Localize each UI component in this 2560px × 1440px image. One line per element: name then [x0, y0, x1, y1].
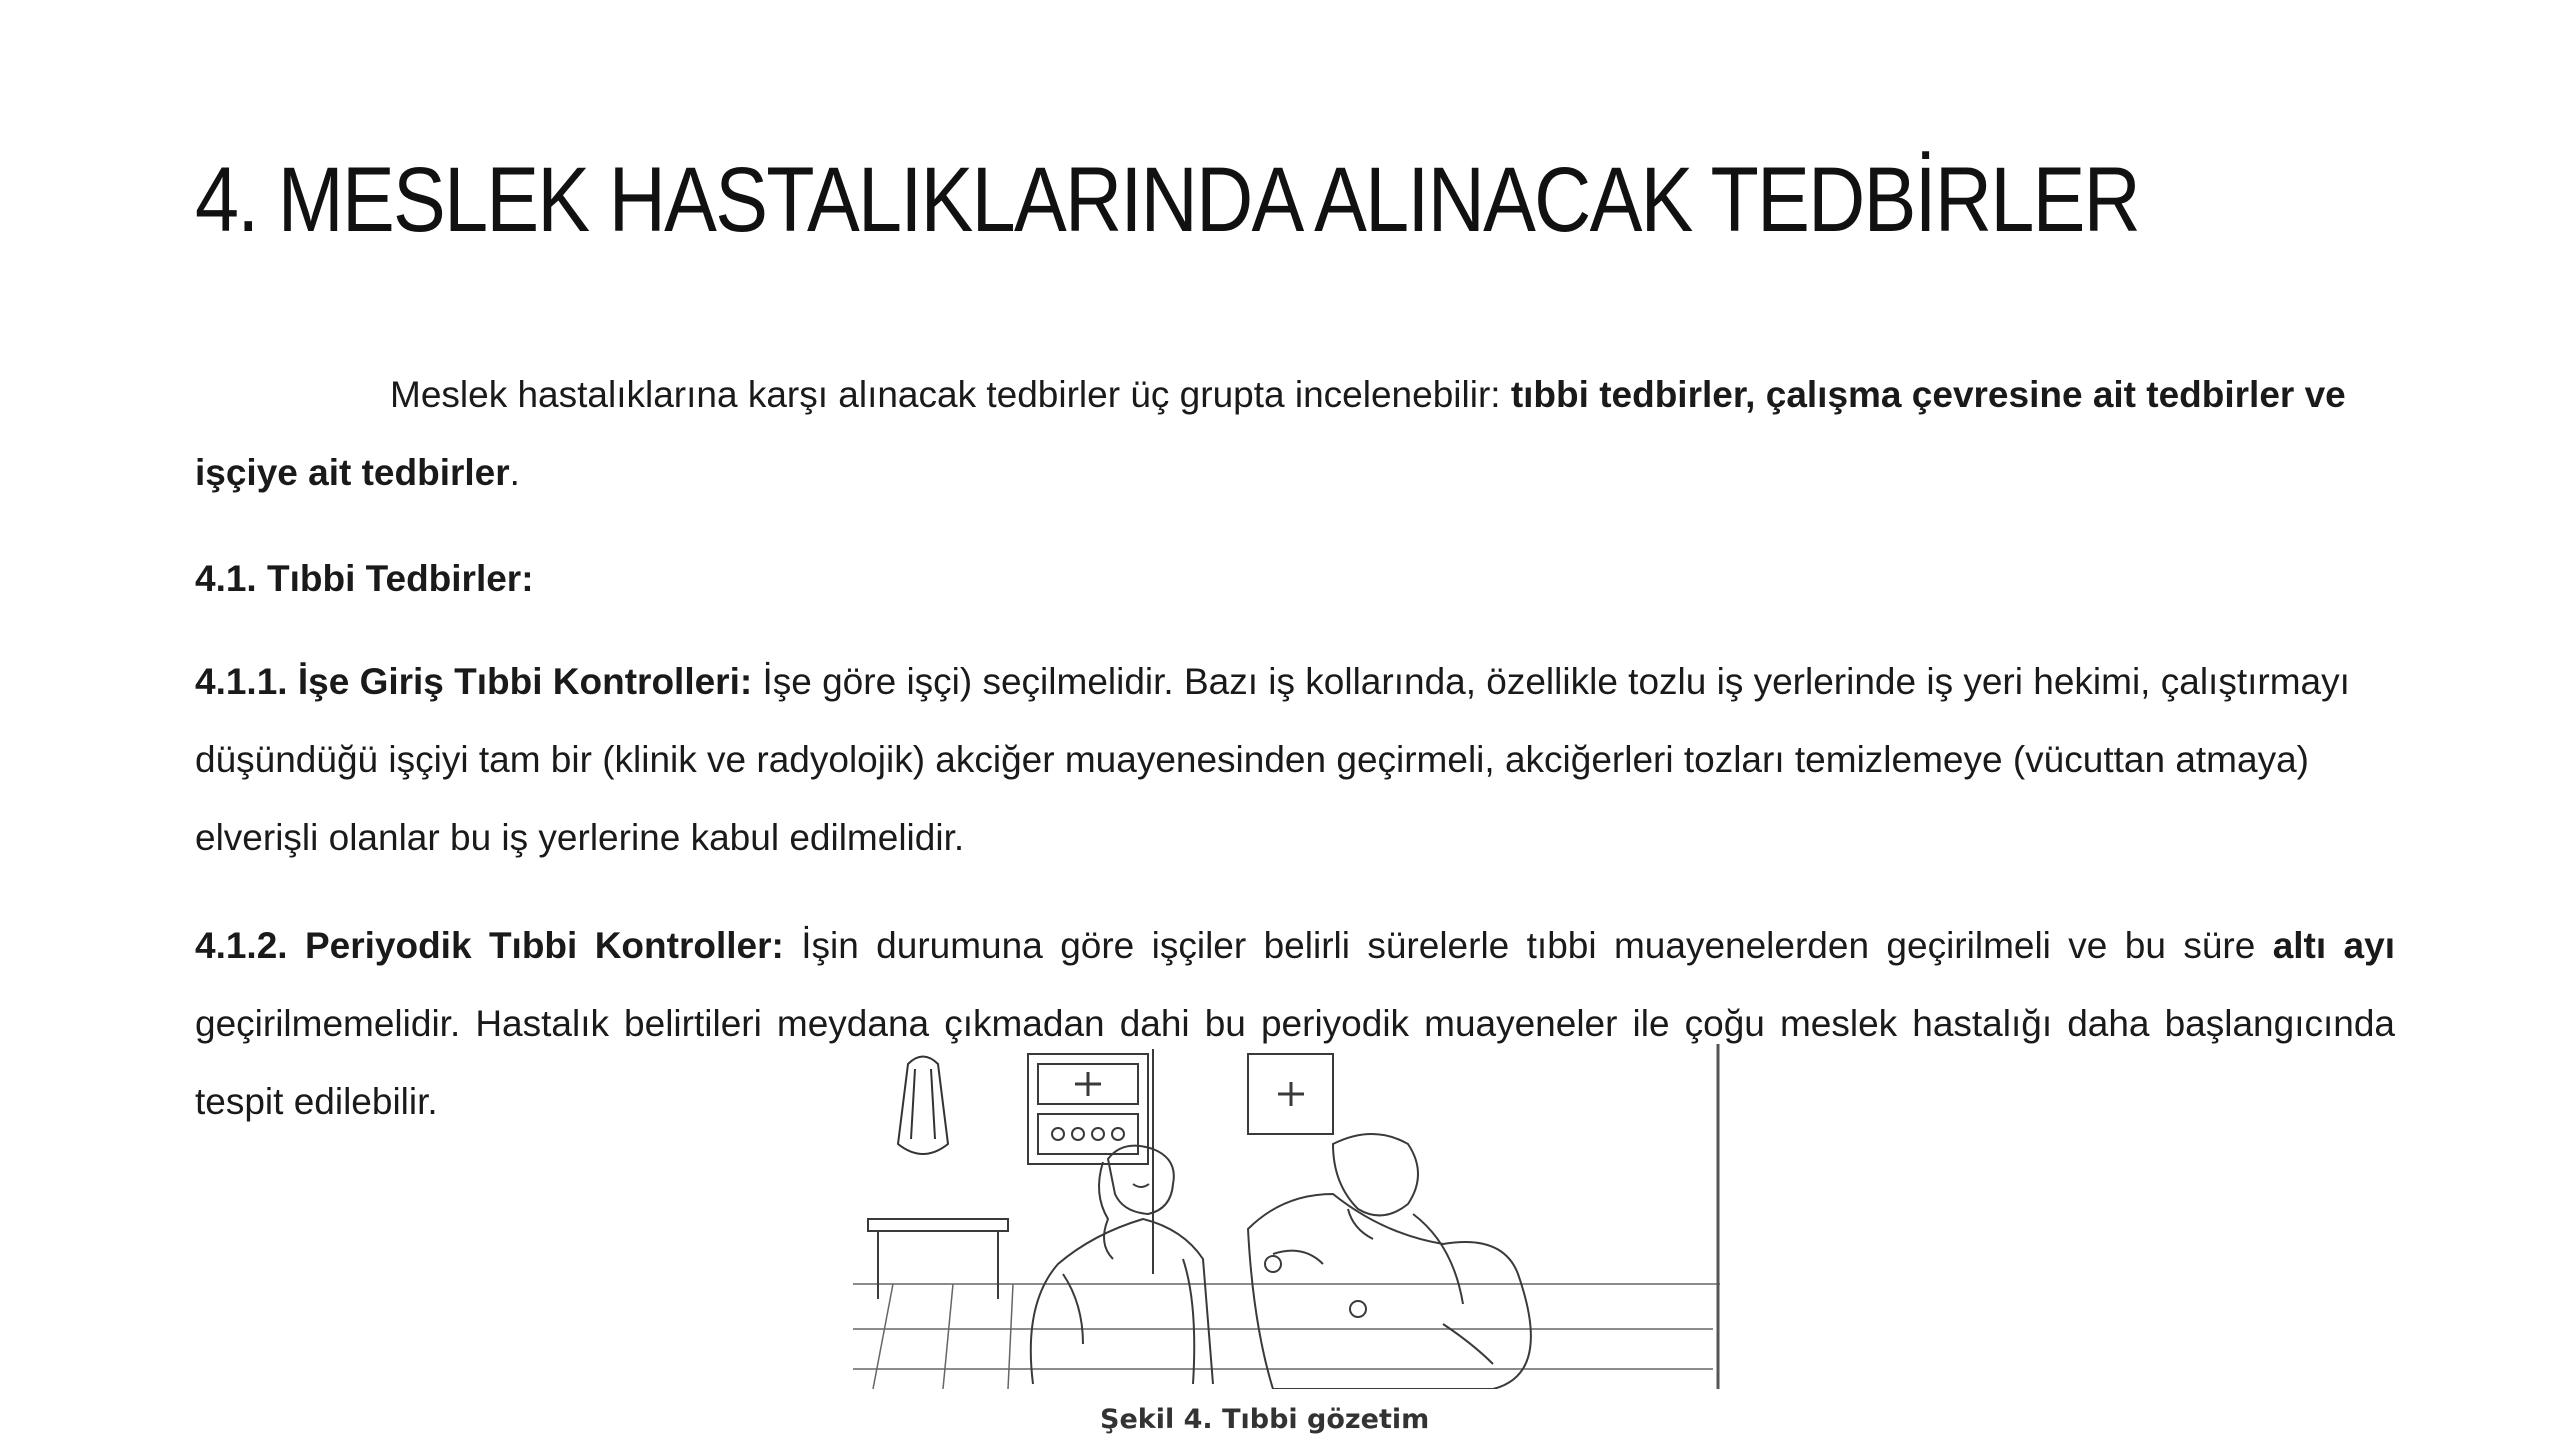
figure-caption-text: Tıbbi gözetim — [1212, 1404, 1430, 1435]
doctor-figure — [1248, 1134, 1531, 1389]
section-heading-4-1: 4.1. Tıbbi Tedbirler: — [195, 558, 534, 599]
intro-paragraph — [195, 356, 2395, 512]
figure-caption — [1100, 1404, 1580, 1435]
figure-caption-label: Şekil 4. — [1100, 1404, 1213, 1435]
section-4-1-2-bold: altı ayı — [2272, 925, 2395, 966]
intro-text: Meslek hastalıklarına karşı alınacak tedbirler üç grupta incelenebilir: — [390, 374, 1511, 415]
slide-title: 4. MESLEK HASTALIKLARINDA ALINACAK TEDBİRLER — [195, 149, 2140, 251]
side-table — [868, 1219, 1008, 1299]
intro-tail: . — [509, 452, 520, 493]
patient-figure — [1031, 1146, 1213, 1384]
section-4-1-2-tail: geçirilmemelidir. Hastalık belirtileri meydana çıkmadan dahi bu periyodik muayeneler ile çoğu meslek hastalığı daha başlangıcında tespit edilebilir. — [195, 1003, 2395, 1122]
medicine-cabinet — [1028, 1049, 1333, 1274]
section-4-1-2-text: İşin durumuna göre işçiler belirli sürelerle tıbbi muayenelerden geçirilmeli ve bu süre — [783, 925, 2273, 966]
section-4-1-1-paragraph — [195, 643, 2395, 877]
section-4-1-1-heading: 4.1.1. İşe Giriş Tıbbi Kontrolleri: — [195, 661, 753, 702]
section-4-1-2-heading: 4.1.2. Periyodik Tıbbi Kontroller: — [195, 925, 784, 966]
intro-bold: tıbbi tedbirler, çalışma çevresine ait tedbirler ve işçiye ait tedbirler — [195, 374, 2346, 493]
hanging-coat — [898, 1057, 948, 1155]
medical-examination-illustration — [853, 1044, 1720, 1389]
floor-lines — [853, 1284, 1720, 1389]
section-4-1-1-text: İşe göre işçi) seçilmelidir. Bazı iş kollarında, özellikle tozlu iş yerlerinde iş yeri hekimi, çalıştırmayı düşündüğü işçiyi tam bir (klinik ve radyolojik) akciğer muayenesinden geçirmeli, akciğerleri tozları temizlemeye (vücuttan atmaya) elverişli olanlar bu iş yerlerine kabul edilmelidir. — [195, 661, 2350, 858]
